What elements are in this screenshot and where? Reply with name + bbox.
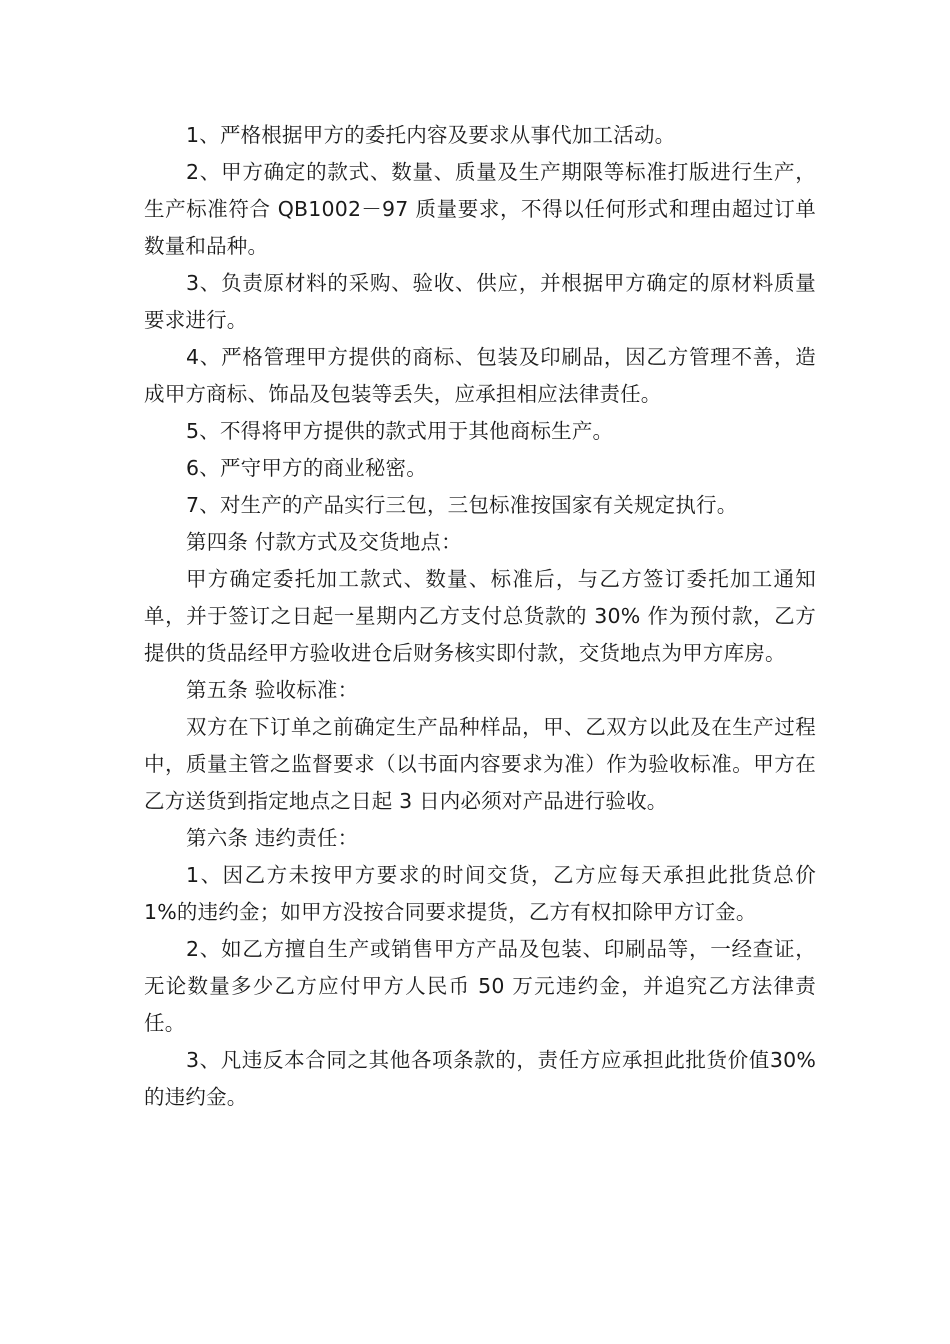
- clause-obligation-1: 1、严格根据甲方的委托内容及要求从事代加工活动。: [186, 123, 676, 147]
- clause-obligation-4: 4、严格管理甲方提供的商标、包装及印刷品，因乙方管理不善，造成甲方商标、饰品及包装等丢失，应承担相应法律责任。: [144, 345, 816, 406]
- document-body: [144, 117, 816, 1116]
- article-4-body: 甲方确定委托加工款式、数量、标准后，与乙方签订委托加工通知单，并于签订之日起一星期内乙方支付总货款的 30% 作为预付款，乙方提供的货品经甲方验收进仓后财务核实即付款，交货地点为甲方库房。: [144, 567, 816, 665]
- breach-clause-3: 3、凡违反本合同之其他各项条款的，责任方应承担此批货价值30%的违约金。: [144, 1048, 816, 1109]
- clause-obligation-6: 6、严守甲方的商业秘密。: [186, 456, 427, 480]
- breach-clause-1: 1、因乙方未按甲方要求的时间交货，乙方应每天承担此批货总价 1%的违约金；如甲方没按合同要求提货，乙方有权扣除甲方订金。: [144, 863, 816, 924]
- article-5-heading: 第五条 验收标准：: [186, 678, 359, 702]
- breach-clause-2: 2、如乙方擅自生产或销售甲方产品及包装、印刷品等，一经查证，无论数量多少乙方应付甲方人民币 50 万元违约金，并追究乙方法律责任。: [144, 937, 816, 1035]
- clause-obligation-5: 5、不得将甲方提供的款式用于其他商标生产。: [186, 419, 614, 443]
- clause-obligation-3: 3、负责原材料的采购、验收、供应，并根据甲方确定的原材料质量要求进行。: [144, 271, 816, 332]
- article-5-body: 双方在下订单之前确定生产品种样品，甲、乙双方以此及在生产过程中，质量主管之监督要求（以书面内容要求为准）作为验收标准。甲方在乙方送货到指定地点之日起 3 日内必须对产品进行验收。: [144, 715, 816, 813]
- article-4-heading: 第四条 付款方式及交货地点：: [186, 530, 462, 554]
- clause-obligation-7: 7、对生产的产品实行三包，三包标准按国家有关规定执行。: [186, 493, 738, 517]
- article-6-heading: 第六条 违约责任：: [186, 826, 359, 850]
- clause-obligation-2: 2、甲方确定的款式、数量、质量及生产期限等标准打版进行生产，生产标准符合 QB1002－97 质量要求，不得以任何形式和理由超过订单数量和品种。: [144, 160, 816, 258]
